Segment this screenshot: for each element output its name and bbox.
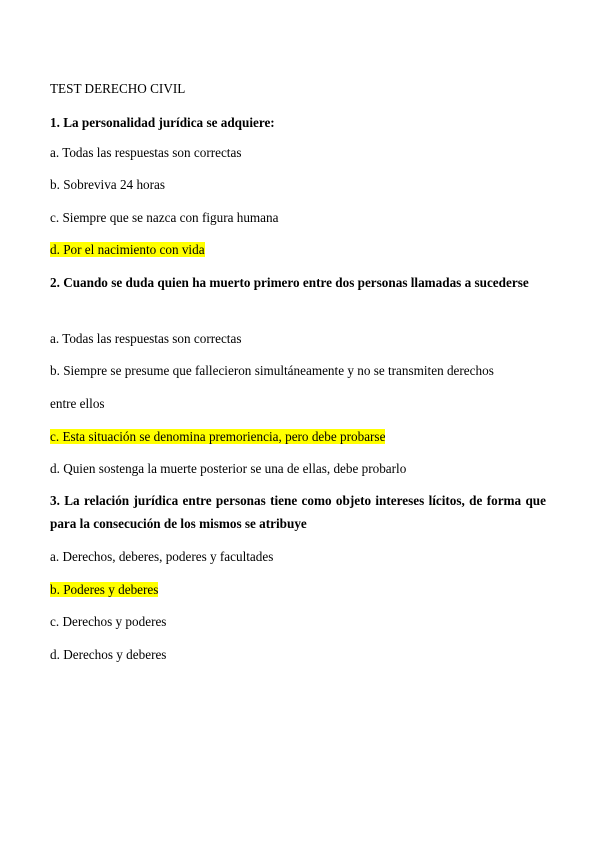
q2-option-a: a. Todas las respuestas son correctas xyxy=(50,331,242,346)
q2-option-c-text: c. Esta situación se denomina premoriencia, pero debe probarse xyxy=(50,429,386,444)
question-2: 2. Cuando se duda quien ha muerto primero entre dos personas llamadas a sucederse xyxy=(50,275,529,290)
q1-option-b: b. Sobreviva 24 horas xyxy=(50,177,166,192)
q3-option-c: c. Derechos y poderes xyxy=(50,614,167,629)
q2-option-c-highlighted xyxy=(50,428,546,446)
q3-option-b-highlighted xyxy=(50,581,546,599)
q1-option-d-text: d. Por el nacimiento con vida xyxy=(50,242,205,257)
q2-option-d: d. Quien sostenga la muerte posterior se una de ellas, debe probarlo xyxy=(50,461,407,476)
question-3: 3. La relación jurídica entre personas tiene como objeto intereses lícitos, de forma que para la consecución de los mismos se atribuye xyxy=(50,493,546,531)
q2-option-b: b. Siempre se presume que fallecieron simultáneamente y no se transmiten derechos xyxy=(50,363,494,378)
q2-option-b-continued: entre ellos xyxy=(50,396,105,411)
q3-option-d: d. Derechos y deberes xyxy=(50,647,167,662)
question-1: 1. La personalidad jurídica se adquiere: xyxy=(50,115,275,130)
document-title: TEST DERECHO CIVIL xyxy=(50,81,186,96)
q1-option-a: a. Todas las respuestas son correctas xyxy=(50,145,242,160)
q3-option-a: a. Derechos, deberes, poderes y facultades xyxy=(50,549,274,564)
q1-option-c: c. Siempre que se nazca con figura humana xyxy=(50,210,279,225)
q1-option-d-highlighted xyxy=(50,241,546,259)
q3-option-b-text: b. Poderes y deberes xyxy=(50,582,159,597)
